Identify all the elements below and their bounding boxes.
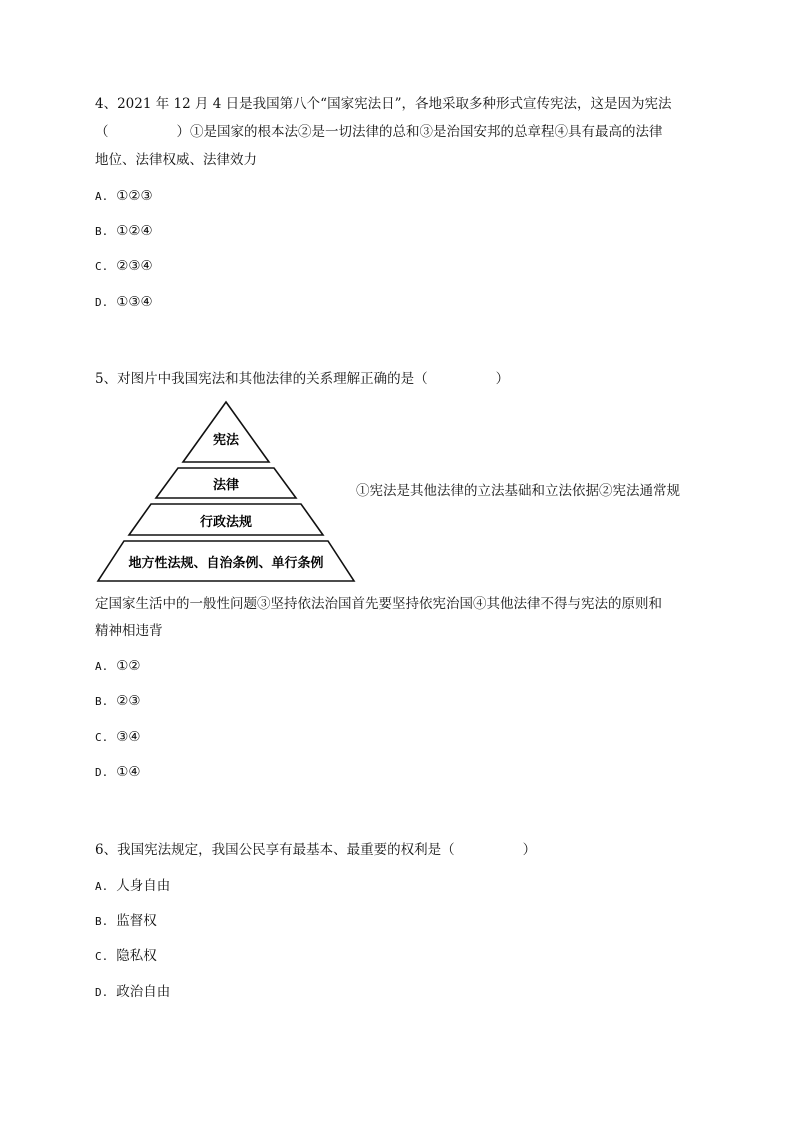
pyramid-label-constitution: 宪法 (212, 433, 240, 448)
pyramid-label-admin-regulations: 行政法规 (199, 515, 253, 530)
q5-option-b[interactable]: B. ②③ (95, 693, 141, 709)
pyramid-level-constitution (183, 402, 269, 462)
q5-option-d[interactable]: D. ①④ (95, 764, 141, 780)
q4-stem-line1: 4、2021 年 12 月 4 日是我国第八个“国家宪法日”，各地采取多种形式宣传宪法，这是因为宪法 (95, 96, 672, 112)
q5-side-text: ①宪法是其他法律的立法基础和立法依据②宪法通常规 (356, 483, 680, 499)
q6-option-d[interactable]: D. 政治自由 (95, 984, 171, 1000)
q5-option-c[interactable]: C. ③④ (95, 729, 141, 745)
pyramid-label-local-regulations: 地方性法规、自治条例、单行条例 (128, 556, 324, 571)
q6-option-c[interactable]: C. 隐私权 (95, 948, 157, 964)
q4-paren-open: （ (95, 124, 109, 140)
q6-option-b[interactable]: B. 监督权 (95, 913, 157, 929)
q4-option-d[interactable]: D. ①③④ (95, 294, 153, 310)
q6-stem-line1: 6、我国宪法规定，我国公民享有最基本、最重要的权利是（ ） (95, 842, 537, 858)
q4-stem-line3: 地位、法律权威、法律效力 (95, 152, 257, 168)
pyramid-label-law: 法律 (212, 478, 240, 493)
q4-statements: ①是国家的根本法②是一切法律的总和③是治国安邦的总章程④具有最高的法律 (190, 124, 663, 140)
law-hierarchy-pyramid (95, 398, 357, 583)
q4-stem-line2 (95, 123, 663, 141)
q4-paren-close: ） (176, 124, 190, 140)
q4-option-a[interactable]: A. ①②③ (95, 188, 153, 204)
q4-option-c[interactable]: C. ②③④ (95, 258, 153, 274)
q6-option-a[interactable]: A. 人身自由 (95, 878, 171, 894)
q5-option-a[interactable]: A. ①② (95, 658, 141, 674)
q5-stem-line3: 精神相违背 (95, 623, 163, 639)
q4-option-b[interactable]: B. ①②④ (95, 223, 153, 239)
q5-stem-line2: 定国家生活中的一般性问题③坚持依法治国首先要坚持依宪治国④其他法律不得与宪法的原则和 (95, 596, 662, 612)
q5-stem-line1: 5、对图片中我国宪法和其他法律的关系理解正确的是（ ） (95, 371, 510, 387)
